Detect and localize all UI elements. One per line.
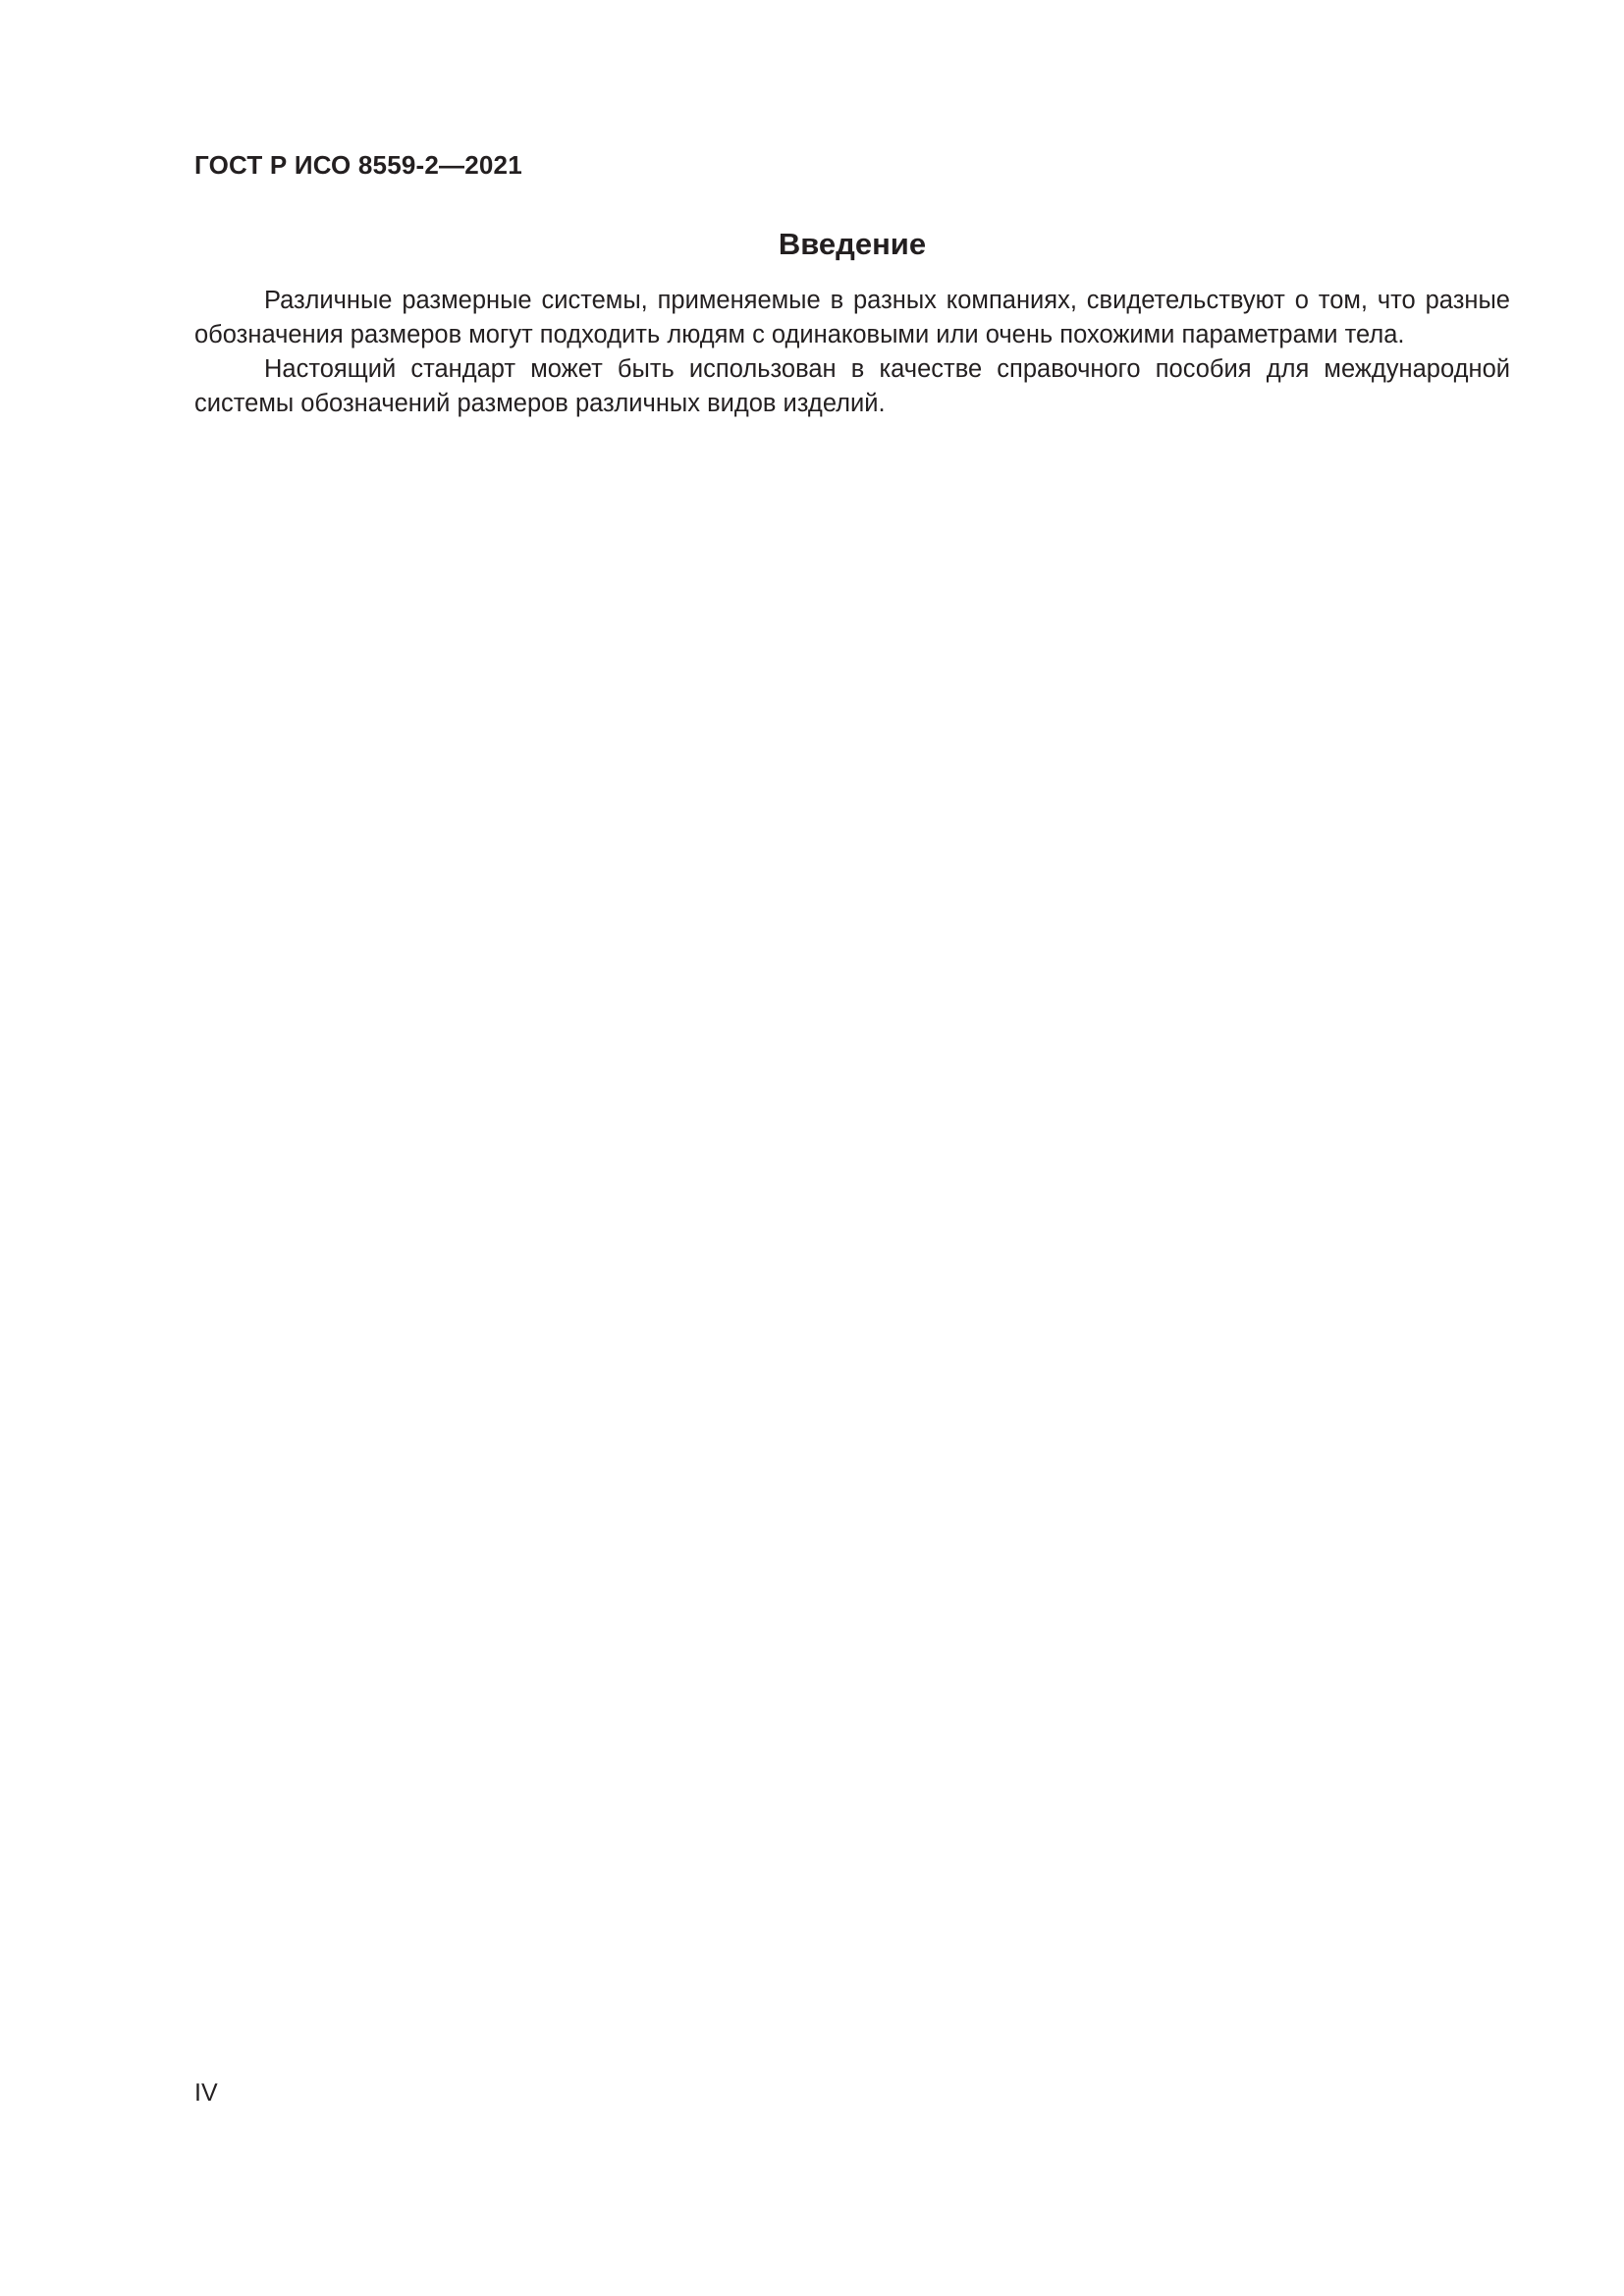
paragraph: Различные размерные системы, применяемые в разных компаниях, свидетельствуют о том, что разные обозначения размеров могут подходить людям с одинаковыми или очень похожими параметрами тела.: [194, 287, 1510, 348]
introduction-body: [194, 284, 1510, 421]
page-number: IV: [194, 2079, 218, 2107]
document-standard-designation: ГОСТ Р ИСО 8559-2—2021: [194, 150, 522, 180]
section-title: Введение: [778, 227, 927, 261]
paragraph: Настоящий стандарт может быть использован в качестве справочного пособия для международной системы обозначений размеров различных видов изделий.: [194, 355, 1510, 417]
